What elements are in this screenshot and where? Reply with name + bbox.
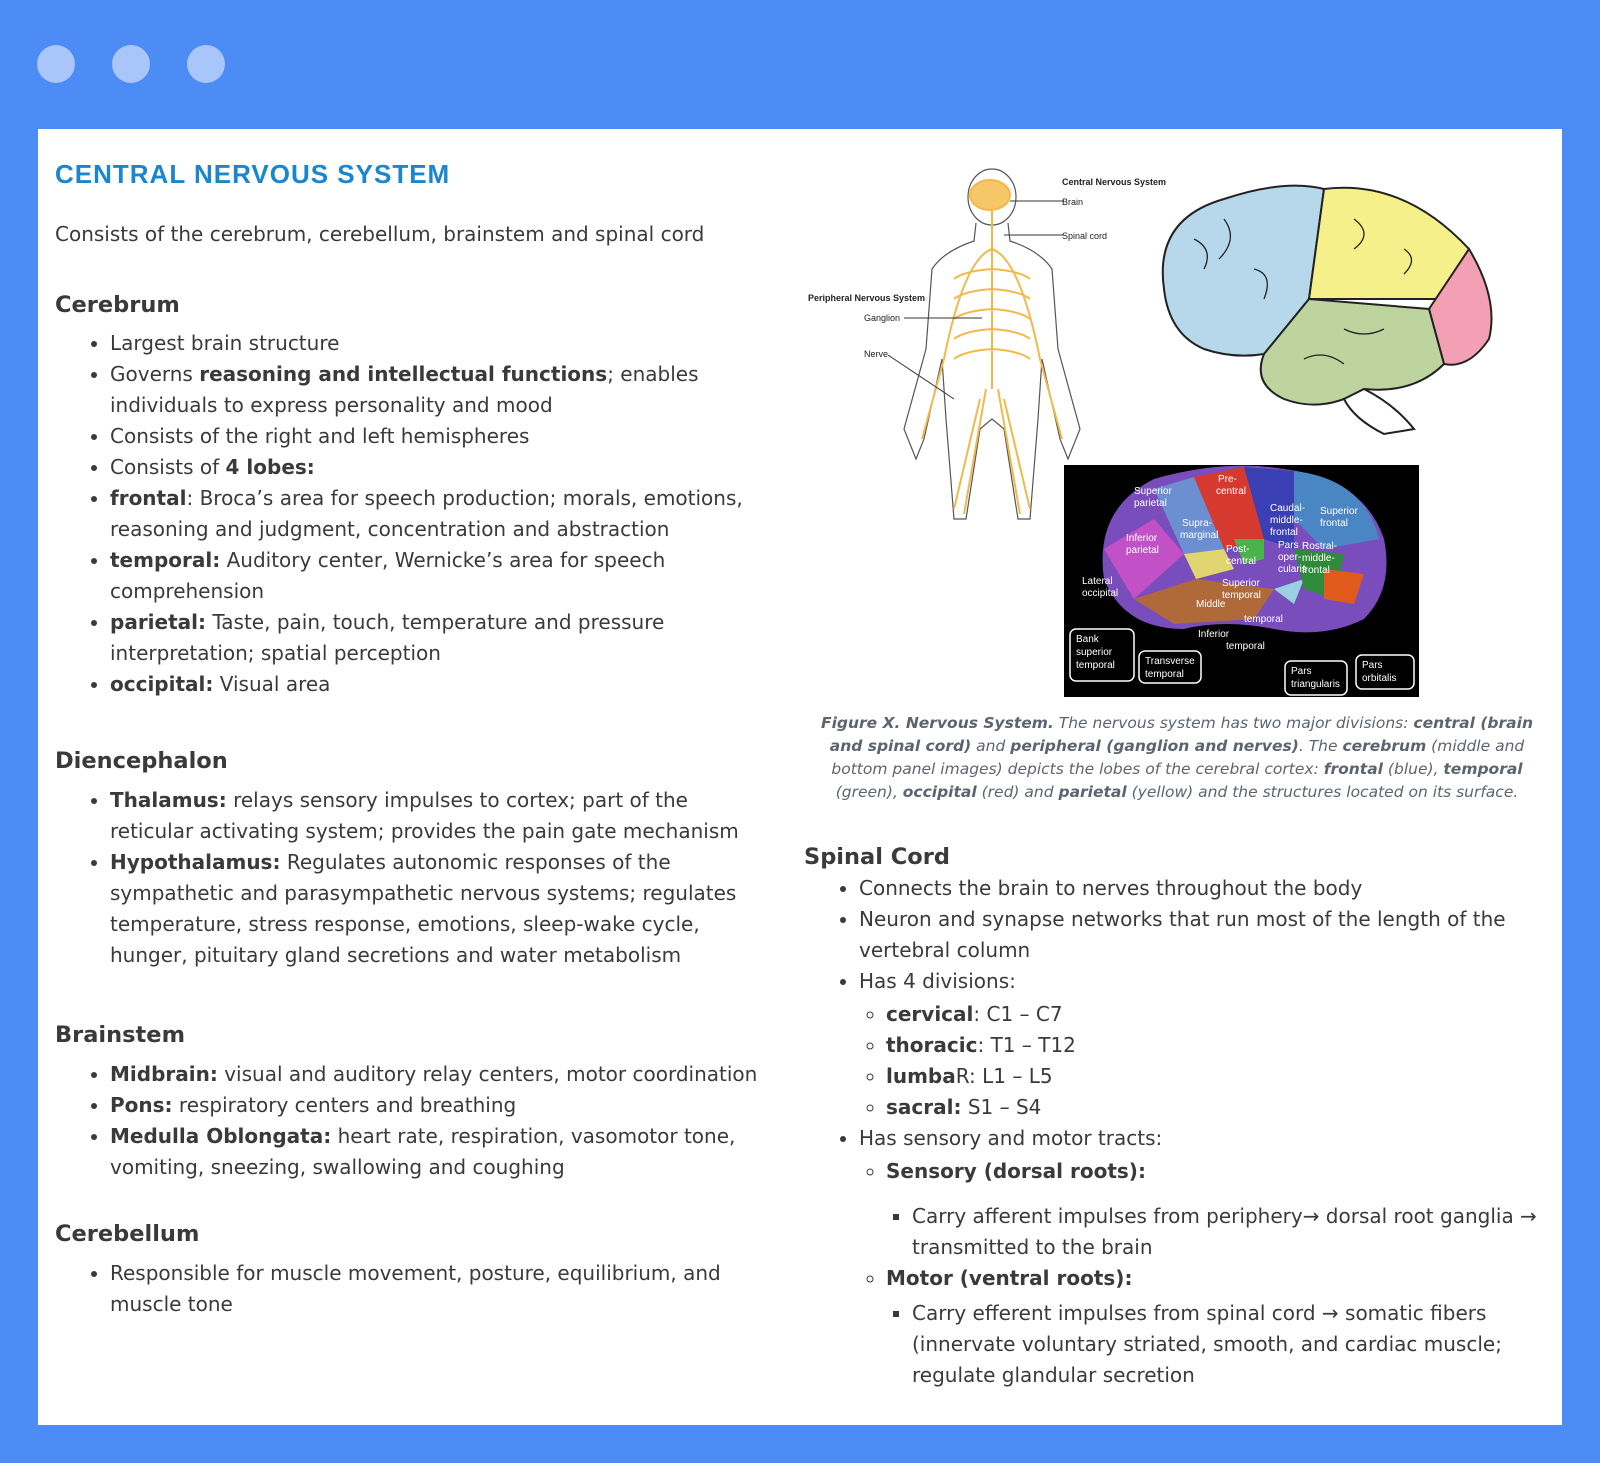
cortex-box-label: orbitalis xyxy=(1362,673,1397,684)
cortex-label: Inferior xyxy=(1198,629,1230,640)
intro-text: Consists of the cerebrum, cerebellum, brainstem and spinal cord xyxy=(55,222,705,246)
cortex-box-label: superior xyxy=(1076,647,1113,658)
list-item: • Thalamus: relays sensory impulses to cortex; part of the reticular activating system; provides the pain gate mechanism xyxy=(110,785,775,847)
nervous-system-figure xyxy=(804,159,1562,734)
label-ganglion: Ganglion xyxy=(864,313,901,323)
sensory-sublist xyxy=(886,1201,1544,1263)
label-brain: Brain xyxy=(1062,197,1084,207)
page-title: CENTRAL NERVOUS SYSTEM xyxy=(55,159,451,189)
list-item: • Pons: respiratory centers and breathing xyxy=(110,1090,775,1121)
spinal-list xyxy=(804,873,1544,1391)
cortex-label: parietal xyxy=(1134,498,1167,509)
figure-caption: Figure X. Nervous System. The nervous system has two major divisions: central (brain and spinal cord) and peripheral (ganglion and nerves). The cerebrum (middle and bottom panel images) depicts the lobes of the cerebral cortex: frontal (blue), temporal (green), occipital (red) and parietal (yellow) and the structures located on its surface. xyxy=(821,714,1533,801)
cerebrum-heading: Cerebrum xyxy=(55,292,180,318)
cortex-label: Inferior xyxy=(1126,533,1158,544)
list-item: • Consists of the right and left hemispheres xyxy=(110,421,775,452)
cortex-label: middle- xyxy=(1270,515,1303,526)
cortex-label: temporal xyxy=(1244,614,1283,625)
list-item: • Medulla Oblongata: heart rate, respiration, vasomotor tone, vomiting, sneezing, swallowing and coughing xyxy=(110,1121,775,1183)
tracts-list xyxy=(859,1156,1544,1391)
list-item: ◦ Sensory (dorsal roots): ▪ Carry afferent impulses from periphery→ dorsal root ganglia → transmitted to the brain xyxy=(886,1156,1544,1263)
window-dot[interactable] xyxy=(37,45,75,83)
cortex-label: Supra- xyxy=(1182,518,1213,529)
cortex-box-label: temporal xyxy=(1076,660,1115,671)
list-item: • Governs reasoning and intellectual functions; enables individuals to express personality and mood xyxy=(110,359,775,421)
cortex-label: frontal xyxy=(1320,518,1348,529)
cortex-label: Pars xyxy=(1278,540,1299,551)
cortex-label: Lateral xyxy=(1082,576,1113,587)
list-item: • Consists of 4 lobes: xyxy=(110,452,775,483)
cortex-label: Caudal- xyxy=(1270,503,1306,514)
brainstem-list xyxy=(55,1059,775,1183)
list-item: • Midbrain: visual and auditory relay centers, motor coordination xyxy=(110,1059,775,1090)
cortex-label: parietal xyxy=(1126,545,1159,556)
list-item: • Hypothalamus: Regulates autonomic responses of the sympathetic and parasympathetic nervous systems; regulates temperature, stress response, emotions, sleep-wake cycle, hunger, pituitary gland secretions and water metabolism xyxy=(110,847,775,971)
list-item: • Has sensory and motor tracts: ◦ Sensory (dorsal roots): ▪ Carry afferent impulses from periphery→ dorsal root ganglia → transmitted to the brain ◦ Motor (ventral roots): ▪ Carry efferent impulses from spinal cord → somatic fibers (innervate voluntary striated, smooth, and cardiac muscle; regulate glandular secretion xyxy=(859,1123,1544,1391)
cortex-label: oper- xyxy=(1278,552,1302,563)
cortex-label: marginal xyxy=(1180,530,1219,541)
cortex-box-label: temporal xyxy=(1145,669,1184,680)
list-item: • Responsible for muscle movement, posture, equilibrium, and muscle tone xyxy=(110,1258,775,1320)
cerebellum-list xyxy=(55,1258,775,1320)
window-dot[interactable] xyxy=(112,45,150,83)
spinal-heading: Spinal Cord xyxy=(804,844,950,870)
cortex-label: central xyxy=(1226,556,1257,567)
list-item: • Largest brain structure xyxy=(110,328,775,359)
cortex-label: Superior xyxy=(1222,578,1260,589)
label-nerve: Nerve xyxy=(864,349,889,359)
list-item: ◦ Motor (ventral roots): ▪ Carry efferent impulses from spinal cord → somatic fibers (innervate voluntary striated, smooth, and cardiac muscle; regulate glandular secretion xyxy=(886,1263,1544,1391)
diencephalon-heading: Diencephalon xyxy=(55,748,228,774)
list-item: • frontal: Broca’s area for speech production; morals, emotions, reasoning and judgment, concentration and abstraction xyxy=(110,483,775,545)
window-dot[interactable] xyxy=(187,45,225,83)
cortex-label: Post- xyxy=(1226,544,1250,555)
cerebrum-list xyxy=(55,328,775,700)
list-item: ◦ cervical: C1 – C7 xyxy=(886,999,1544,1030)
cortex-label: frontal xyxy=(1270,527,1298,538)
cortex-label: middle- xyxy=(1302,553,1335,564)
label-pns: Peripheral Nervous System xyxy=(808,293,926,303)
list-item: ◦ lumbaR: L1 – L5 xyxy=(886,1061,1544,1092)
divisions-list xyxy=(859,999,1544,1123)
cortex-label: occipital xyxy=(1082,588,1119,599)
list-item: • parietal: Taste, pain, touch, temperature and pressure interpretation; spatial perception xyxy=(110,607,775,669)
label-spinal: Spinal cord xyxy=(1062,231,1108,241)
cortex-label: Superior xyxy=(1320,506,1358,517)
list-item: ▪ Carry efferent impulses from spinal cord → somatic fibers (innervate voluntary striated, smooth, and cardiac muscle; regulate glandular secretion xyxy=(912,1298,1544,1391)
cerebellum-heading: Cerebellum xyxy=(55,1221,200,1247)
left-column xyxy=(55,159,775,1320)
motor-sublist xyxy=(886,1298,1544,1391)
list-item: • Has 4 divisions: ◦ cervical: C1 – C7 ◦ thoracic: T1 – T12 ◦ lumbaR: L1 – L5 ◦ sacral: S1 – S4 xyxy=(859,966,1544,1123)
cortex-label: frontal xyxy=(1302,565,1330,576)
spinal-section xyxy=(804,844,1544,1391)
list-item: • Connects the brain to nerves throughout the body xyxy=(859,873,1544,904)
cortex-box-label: Pars xyxy=(1362,660,1383,671)
cortex-label: Pre- xyxy=(1218,474,1237,485)
cortex-label: temporal xyxy=(1226,641,1265,652)
cortex-label: Middle xyxy=(1196,599,1226,610)
list-item: • Neuron and synapse networks that run most of the length of the vertebral column xyxy=(859,904,1544,966)
list-item: ▪ Carry afferent impulses from periphery→ dorsal root ganglia → transmitted to the brain xyxy=(912,1201,1544,1263)
cortex-label: central xyxy=(1216,486,1247,497)
document-page xyxy=(38,129,1562,1425)
cortex-label: Rostral- xyxy=(1302,541,1338,552)
cortex-label: Superior xyxy=(1134,486,1172,497)
cortex-box-label: Bank xyxy=(1076,634,1099,645)
list-item: • occipital: Visual area xyxy=(110,669,775,700)
label-cns: Central Nervous System xyxy=(1062,177,1167,187)
list-item: ◦ sacral: S1 – S4 xyxy=(886,1092,1544,1123)
brainstem-heading: Brainstem xyxy=(55,1022,186,1048)
cortex-box-label: Pars xyxy=(1291,666,1312,677)
diencephalon-list xyxy=(55,785,775,971)
cortex-label: temporal xyxy=(1222,590,1261,601)
list-item: ◦ thoracic: T1 – T12 xyxy=(886,1030,1544,1061)
brain-lobes-diagram xyxy=(1163,186,1492,434)
cortex-label: cularis xyxy=(1278,564,1307,575)
cortex-box-label: Transverse xyxy=(1145,656,1195,667)
nerve-tree xyxy=(922,180,1062,514)
list-item: • temporal: Auditory center, Wernicke’s area for speech comprehension xyxy=(110,545,775,607)
cortex-box-label: triangularis xyxy=(1291,679,1340,690)
